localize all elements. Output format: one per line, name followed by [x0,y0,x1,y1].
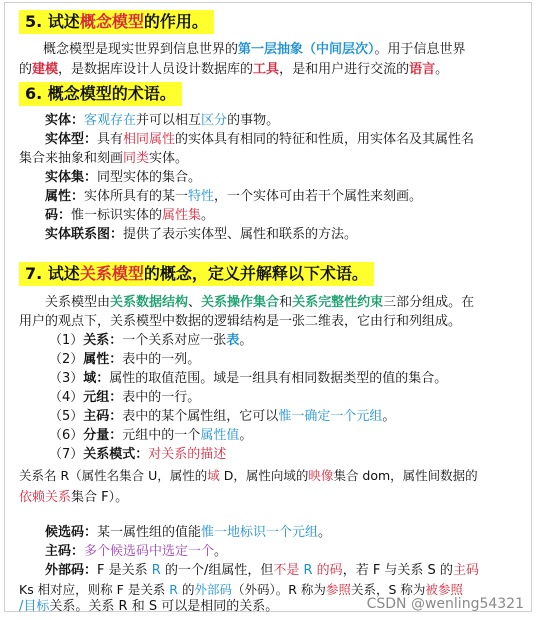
term-text: 的事物。 [227,113,280,128]
s5-text: 。 [435,62,449,77]
s7-text: 三部分组成。在 [383,295,475,310]
item-label: 主码： [83,409,123,424]
heading-6 [19,81,182,107]
term-text: 同型实体的集合。 [97,170,202,185]
heading-6-highlight [19,82,182,106]
item-text: 。 [382,409,396,424]
term-label: 实体集： [45,170,98,185]
item-label: 关系： [83,333,123,348]
item-number: （1） [49,333,84,348]
heading-6-text: 概念模型的术语。 [47,84,176,103]
item-label: 分量： [83,428,123,443]
term-highlight: 被参照 [425,582,463,597]
term-text: ，若 F 与关系 S 的 [342,563,453,578]
item-label: 域： [83,371,110,386]
term-label: 实体： [45,113,85,128]
term-highlight: /目标 [19,599,50,614]
term-text: 关系。关系 R 和 S 可以是相同的关系。 [49,599,279,614]
term-text: 惟一标识实体的 [71,208,163,223]
term-text: 某一属性组的值能 [97,525,202,540]
term-text: 具有 [97,132,124,147]
s6-entity-type-line-2 [19,150,188,167]
term-highlight: 参照 [325,582,351,597]
term-text: 实体。 [149,151,189,166]
heading-7-number: 7. [25,264,43,283]
item-number: （5） [49,409,84,424]
s6-entity-set [45,169,201,186]
s7-para-line-1 [45,294,474,311]
item-label: 关系模式： [83,447,149,462]
term-label: 候选码： [45,525,98,540]
term-text: 的 [181,582,195,597]
term-highlight: 属性集 [162,208,202,223]
s5-para-line-2 [19,61,448,78]
s7-item-5 [49,408,395,425]
term-highlight: 外部码 [194,582,232,597]
term-label: 实体联系图： [45,227,124,242]
heading-5-text-1: 试述 [47,12,80,31]
s5-text: 概念模型是现实世界到信息世界的 [43,42,239,57]
term-label: 码： [45,208,72,223]
term-text: 提供了表示实体型、属性和联系的方法。 [123,227,358,242]
s7-schema-line-1 [19,467,478,484]
term-highlight: 相同属性 [123,132,176,147]
s7-para-line-2 [19,313,461,330]
term-text: 关系，S 称为 [350,582,426,597]
s7-foreign-key-line-1 [45,562,479,579]
s5-text: ，是和用户进行交流的 [279,62,410,77]
term-text: 。 [214,544,228,559]
heading-7 [19,261,374,287]
item-label: 属性： [83,352,123,367]
term-highlight: R [299,563,317,578]
schema-highlight: 域 [207,468,220,483]
s5-tool: 工具 [253,62,280,77]
schema-text: 集合 dom，属性间数据的 [333,468,478,483]
item-number: （6） [49,428,84,443]
item-highlight: 属性值 [200,428,240,443]
term-highlight: 区分 [201,113,228,128]
s7-item-2 [49,351,200,368]
item-number: （2） [49,352,84,367]
heading-5-keyword: 概念模型 [79,12,144,31]
heading-5-text-2: 的作用。 [143,12,208,31]
s7-item-3 [49,370,447,387]
item-highlight: 惟一确定一个元组 [278,409,383,424]
term-text: 的一个/组属性，但 [164,563,274,578]
s7-text: 和 [279,295,293,310]
item-text: 元组中的一个 [122,428,201,443]
term-highlight: 惟一地标识一个元组 [201,525,319,540]
item-text: 表中的某个属性组，它可以 [122,409,279,424]
term-highlight: 的码 [316,563,343,578]
term-text: 实体所具有的某一 [84,189,189,204]
s6-key [45,207,214,224]
item-highlight: 对关系的描述 [148,447,227,462]
term-highlight: 客观存在 [84,113,137,128]
term-text: 集合来抽象和刻画 [19,151,124,166]
term-text: ，一个实体可由若干个属性来刻画。 [214,189,423,204]
s7-text: 关系模型由 [45,295,111,310]
heading-7-text-2: 的概念，定义并解释以下术语。 [143,264,368,283]
s6-entity-type-line-1 [45,131,474,148]
document-page [4,2,532,612]
s5-text: 的 [19,62,33,77]
s7-text: 、 [188,295,202,310]
term-label: 实体型： [45,132,98,147]
s7-primary-key [45,543,227,560]
term-highlight: 特性 [188,189,215,204]
term-text: 并可以相互 [136,113,202,128]
term-label: 属性： [45,189,85,204]
term-label: 主码： [45,544,85,559]
s7-item-4 [49,389,200,406]
s7-item-7 [49,446,226,463]
term-highlight: 多个候选码中选定一个 [84,544,215,559]
item-text: 一个关系对应一张 [122,333,227,348]
s7-integrity: 关系完整性约束 [292,295,384,310]
schema-text: 关系名 R（属性名集合 U，属性的 [19,468,208,483]
term-text: 。 [318,525,332,540]
s7-operation-set: 关系操作集合 [201,295,280,310]
item-text: 表中的一行。 [122,390,201,405]
s5-language: 语言 [409,62,436,77]
term-highlight: 同类 [123,151,150,166]
s7-text: 用户的观点下，关系模型中数据的逻辑结构是一张二维表，它由行和列组成。 [19,314,462,329]
schema-text: 集合 F）。 [71,490,129,505]
term-highlight: 不是 [273,563,300,578]
term-highlight: R [147,563,165,578]
s7-schema-line-2 [19,489,128,506]
heading-6-number: 6. [25,84,43,103]
schema-highlight: 映像 [308,468,334,483]
item-number: （3） [49,371,84,386]
heading-5-highlight [19,10,214,34]
item-number: （4） [49,390,84,405]
s6-er-diagram [45,226,357,243]
term-text: 的实体具有相同的特征和性质，用实体名及其属性名 [175,132,475,147]
csdn-watermark: CSDN @wenling54321 [366,596,524,612]
term-highlight: 主码 [452,563,479,578]
item-text: 。 [239,333,253,348]
s6-attribute [45,188,422,205]
item-text: 。 [239,428,253,443]
schema-text: D，属性向域的 [219,468,309,483]
heading-5 [19,9,214,35]
heading-7-text-1: 试述 [47,264,80,283]
s6-entity [45,112,279,129]
term-text: Ks 相对应，则称 F 是关系 [19,582,166,597]
s7-candidate-key [45,524,331,541]
item-label: 元组： [83,390,123,405]
s5-text: ，是数据库设计人员设计数据库的 [58,62,254,77]
s7-data-structure: 关系数据结构 [110,295,189,310]
item-text: 表中的一列。 [122,352,201,367]
s5-first-abstraction: 第一层抽象（中间层次） [238,42,375,57]
item-text: 属性的取值范围。域是一组具有相同数据类型的值的集合。 [109,371,448,386]
schema-highlight: 依赖关系 [19,490,72,505]
heading-5-number: 5. [25,12,43,31]
heading-7-highlight [19,262,374,286]
s5-modeling: 建模 [32,62,59,77]
item-number: （7） [49,447,84,462]
term-text: F 是关系 [97,563,148,578]
s7-item-1 [49,332,252,349]
term-text: （外码）。R 称为 [232,582,326,597]
item-highlight: 表 [226,333,240,348]
term-text: 。 [201,208,215,223]
term-label: 外部码： [45,563,98,578]
s5-para-line-1 [43,41,466,58]
s7-foreign-key-line-3 [19,598,278,615]
heading-7-keyword: 关系模型 [79,264,144,283]
s7-item-6 [49,427,252,444]
term-highlight: R [165,582,182,597]
s5-text: 。用于信息世界 [374,42,466,57]
